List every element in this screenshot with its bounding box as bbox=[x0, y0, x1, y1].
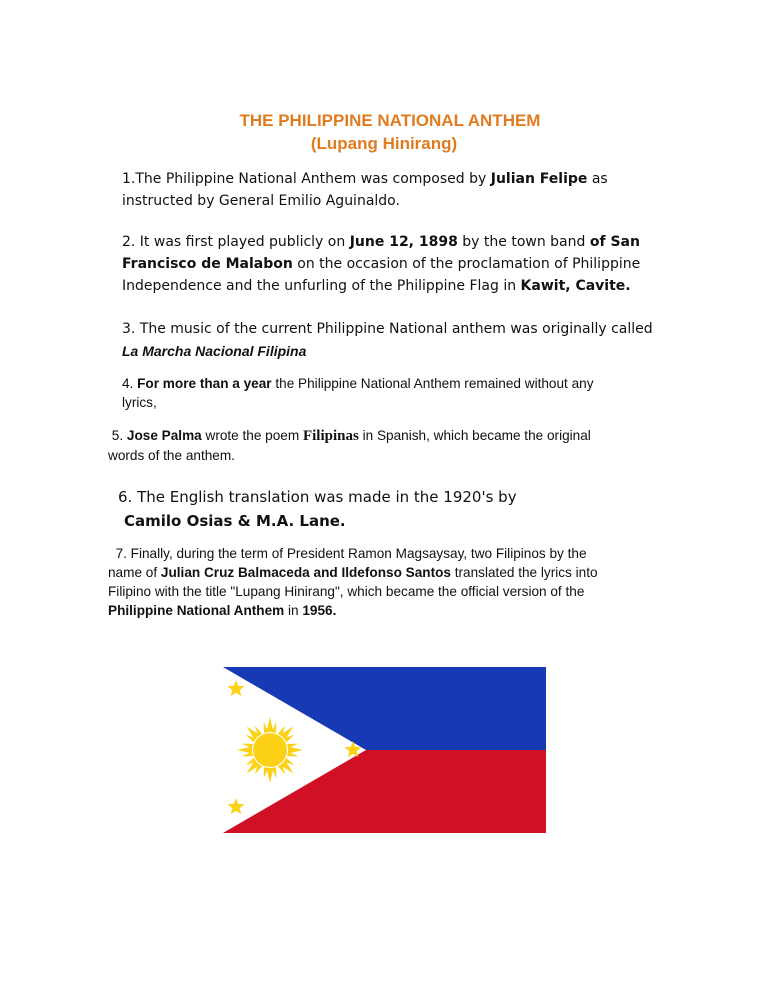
point-7-text: name of bbox=[108, 565, 161, 580]
point-6 bbox=[118, 485, 678, 533]
point-6-translators: Camilo Osias & M.A. Lane. bbox=[124, 512, 346, 530]
point-1-text: as bbox=[587, 171, 608, 187]
document-title: THE PHILIPPINE NATIONAL ANTHEM bbox=[239, 111, 541, 130]
document-subtitle: (Lupang Hinirang) bbox=[310, 134, 458, 153]
philippine-flag-icon bbox=[223, 667, 546, 833]
point-7-year: 1956. bbox=[302, 603, 337, 618]
point-7-text: in bbox=[284, 603, 303, 618]
point-2 bbox=[122, 231, 682, 297]
point-2-text: by the town band bbox=[457, 234, 590, 250]
point-1-text: 1.The Philippine National Anthem was composed by bbox=[122, 171, 491, 187]
point-7-text: 7. Finally, during the term of President Ramon Magsaysay, two Filipinos by the bbox=[115, 546, 587, 561]
point-4 bbox=[122, 374, 682, 412]
point-2-place: Francisco de Malabon bbox=[122, 256, 293, 272]
point-5-text: words of the anthem. bbox=[108, 448, 235, 463]
point-7-text: translated the lyrics into bbox=[450, 565, 598, 580]
point-4-text: the Philippine National Anthem remained without any bbox=[271, 376, 594, 391]
point-2-text: on the occasion of the proclamation of Philippine bbox=[292, 256, 641, 272]
point-4-emphasis: For more than a year bbox=[137, 376, 272, 391]
point-7-text: Filipino with the title "Lupang Hinirang", which became the official version of the bbox=[108, 584, 585, 599]
point-6-text: 6. The English translation was made in the 1920's by bbox=[118, 488, 517, 506]
point-1-composer: Julian Felipe bbox=[490, 171, 588, 187]
point-4-text: lyrics, bbox=[122, 395, 157, 410]
point-5-text: in Spanish, which became the original bbox=[358, 428, 591, 443]
point-3-text: 3. The music of the current Philippine National anthem was originally called bbox=[122, 321, 653, 337]
point-2-band: of San bbox=[589, 234, 640, 250]
point-5-poem: Filipinas bbox=[302, 428, 359, 444]
point-2-date: June 12, 1898 bbox=[349, 234, 458, 250]
point-1-text: instructed by General Emilio Aguinaldo. bbox=[122, 193, 400, 209]
point-3-title: La Marcha Nacional Filipina bbox=[122, 343, 307, 359]
flag-sun-icon bbox=[237, 717, 303, 783]
point-7-translators: Julian Cruz Balmaceda and Ildefonso Santos bbox=[160, 565, 451, 580]
point-5-text: wrote the poem bbox=[201, 428, 303, 443]
point-5 bbox=[108, 426, 668, 465]
point-2-text: 2. It was first played publicly on bbox=[122, 234, 350, 250]
point-2-text: Independence and the unfurling of the Philippine Flag in bbox=[122, 278, 521, 294]
point-7 bbox=[108, 544, 668, 620]
point-7-anthem: Philippine National Anthem bbox=[108, 603, 285, 618]
point-5-text: 5. bbox=[111, 428, 127, 443]
point-5-author: Jose Palma bbox=[126, 428, 202, 443]
point-3 bbox=[122, 318, 682, 363]
point-2-location: Kawit, Cavite. bbox=[520, 278, 631, 294]
point-1 bbox=[122, 168, 682, 212]
point-4-text: 4. bbox=[122, 376, 138, 391]
